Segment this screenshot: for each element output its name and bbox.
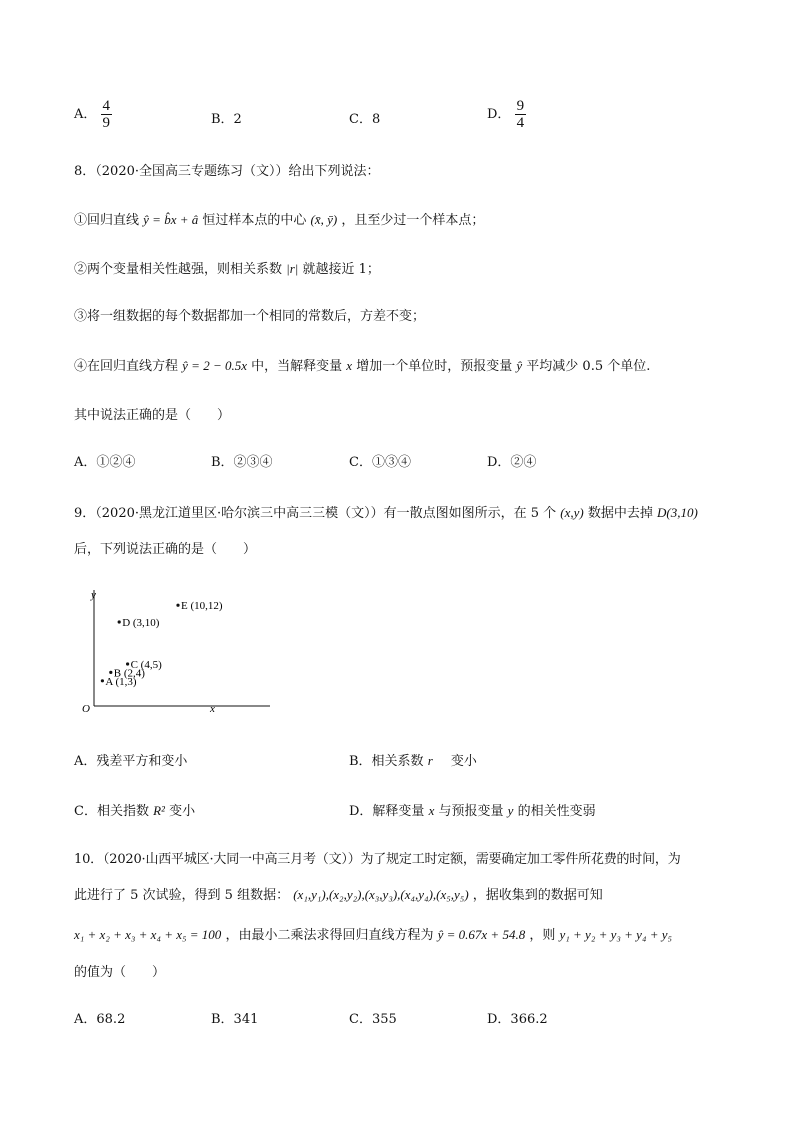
fraction (515, 98, 527, 131)
text: 的相关性变弱 (517, 804, 596, 819)
scatter-label-c: C (4,5) (130, 659, 162, 671)
q8-option-b[interactable]: B．②③④ (211, 455, 273, 470)
q10-stem-line3 (74, 924, 672, 943)
scatter-point-c (126, 662, 129, 665)
scatter-points (101, 600, 223, 688)
text: B．相关系数 (349, 754, 424, 769)
formula: r (427, 753, 433, 768)
denominator: 4 (516, 115, 525, 131)
q8-statement-4 (74, 355, 650, 374)
formula: y (507, 803, 514, 818)
text: 中，当解释变量 (251, 359, 343, 374)
q7-option-d[interactable] (487, 98, 526, 131)
numerator: 9 (516, 98, 525, 114)
text: ①回归直线 (74, 213, 140, 228)
formula: ŷ = 2 − 0.5x (182, 358, 247, 373)
scatter-point-e (176, 604, 179, 607)
scatter-plot (74, 580, 274, 720)
text: 9．（2020·黑龙江道里区·哈尔滨三中高三三模（文））有一散点图如图所示，在 5 个 (74, 506, 557, 521)
text: 与预报变量 (438, 804, 504, 819)
formula: (x,y) (560, 505, 584, 520)
text: 平均减少 0.5 个单位. (526, 359, 651, 374)
text: 增加一个单位时，预报变量 (356, 359, 513, 374)
q9-option-b[interactable] (349, 750, 477, 769)
q9-stem-line2: 后，下列说法正确的是（ ） (74, 542, 257, 557)
y-axis-label: y (91, 589, 96, 601)
q9-option-d[interactable] (349, 800, 596, 819)
formula: ŷ (516, 358, 523, 373)
text: ②两个变量相关性越强，则相关系数 (74, 262, 283, 277)
q9-option-c[interactable] (74, 800, 195, 819)
formula: |r| (286, 261, 299, 276)
q8-option-d[interactable]: D．②④ (487, 455, 537, 470)
scatter-point-d (118, 620, 121, 623)
text: ，由最小二乘法求得回归直线方程为 (225, 928, 434, 943)
text: ，据收集到的数据可知 (472, 888, 603, 903)
text: ，且至少过一个样本点； (341, 213, 485, 228)
formula: (x₁,y₁),(x₂,y₂),(x₃,y₃),(x₄,y₄),(x₅,y₅) (293, 887, 469, 902)
formula: x₁ + x₂ + x₃ + x₄ + x₅ = 100 (74, 927, 222, 942)
text: D．解释变量 (349, 804, 425, 819)
q9-option-a[interactable]: A．残差平方和变小 (74, 754, 188, 769)
q8-statement-2 (74, 258, 380, 277)
scatter-point-b (109, 671, 112, 674)
q8-question: 其中说法正确的是（ ） (74, 408, 231, 423)
q8-statement-3: ③将一组数据的每个数据都加一个相同的常数后，方差不变； (74, 309, 426, 324)
formula: x (428, 803, 435, 818)
x-axis-label: x (210, 703, 215, 715)
scatter-label-a: A (1,3) (105, 675, 137, 688)
q10-option-d[interactable]: D．366.2 (487, 1012, 548, 1027)
formula: ŷ = b̂x + â (143, 212, 199, 227)
q10-stem-line2 (74, 884, 603, 903)
text: ④在回归直线方程 (74, 359, 179, 374)
scatter-label-e: E (10,12) (181, 600, 223, 613)
q8-stem: 8．（2020·全国高三专题练习（文））给出下列说法： (74, 164, 380, 179)
formula: y₁ + y₂ + y₃ + y₄ + y₅ (559, 927, 673, 942)
q10-stem-line1: 10．（2020·山西平城区·大同一中高三月考（文））为了规定工时定额，需要确定加工零件所花费的时间，为 (74, 852, 681, 867)
formula: x (346, 358, 353, 373)
q7-option-b[interactable]: B．2 (211, 112, 242, 127)
text: ，则 (529, 928, 556, 943)
formula: (x̄, ȳ) (310, 212, 338, 227)
q8-option-a[interactable]: A．①②④ (74, 455, 136, 470)
text: 变小 (169, 804, 196, 819)
text: C．相关指数 (74, 804, 149, 819)
option-label: A． (74, 107, 97, 122)
q10-option-c[interactable]: C．355 (349, 1012, 397, 1027)
option-label: D． (487, 107, 511, 122)
q10-option-b[interactable]: B．341 (211, 1012, 259, 1027)
scatter-label-b: B (2,4) (113, 667, 145, 680)
formula: ŷ = 0.67x + 54.8 (437, 927, 526, 942)
formula: D(3,10) (657, 505, 698, 520)
fraction (101, 98, 113, 131)
formula: R² (153, 803, 165, 818)
text: 恒过样本点的中心 (202, 213, 307, 228)
text: 变小 (450, 754, 477, 769)
q8-option-c[interactable]: C．①③④ (349, 455, 411, 470)
scatter-point-a (101, 679, 104, 682)
q9-stem-line1 (74, 502, 698, 521)
q8-statement-1 (74, 209, 484, 228)
scatter-label-d: D (3,10) (122, 617, 160, 629)
origin-label: O (82, 703, 90, 715)
q10-stem-line4: 的值为（ ） (74, 965, 166, 980)
q7-option-c[interactable]: C．8 (349, 112, 381, 127)
q10-option-a[interactable]: A．68.2 (74, 1012, 126, 1027)
denominator: 9 (102, 115, 111, 131)
numerator: 4 (102, 98, 111, 114)
text: 数据中去掉 (587, 506, 653, 521)
text: 此进行了 5 次试验，得到 5 组数据： (74, 888, 290, 903)
text: 就越接近 1； (302, 262, 380, 277)
q7-option-a[interactable] (74, 98, 112, 131)
